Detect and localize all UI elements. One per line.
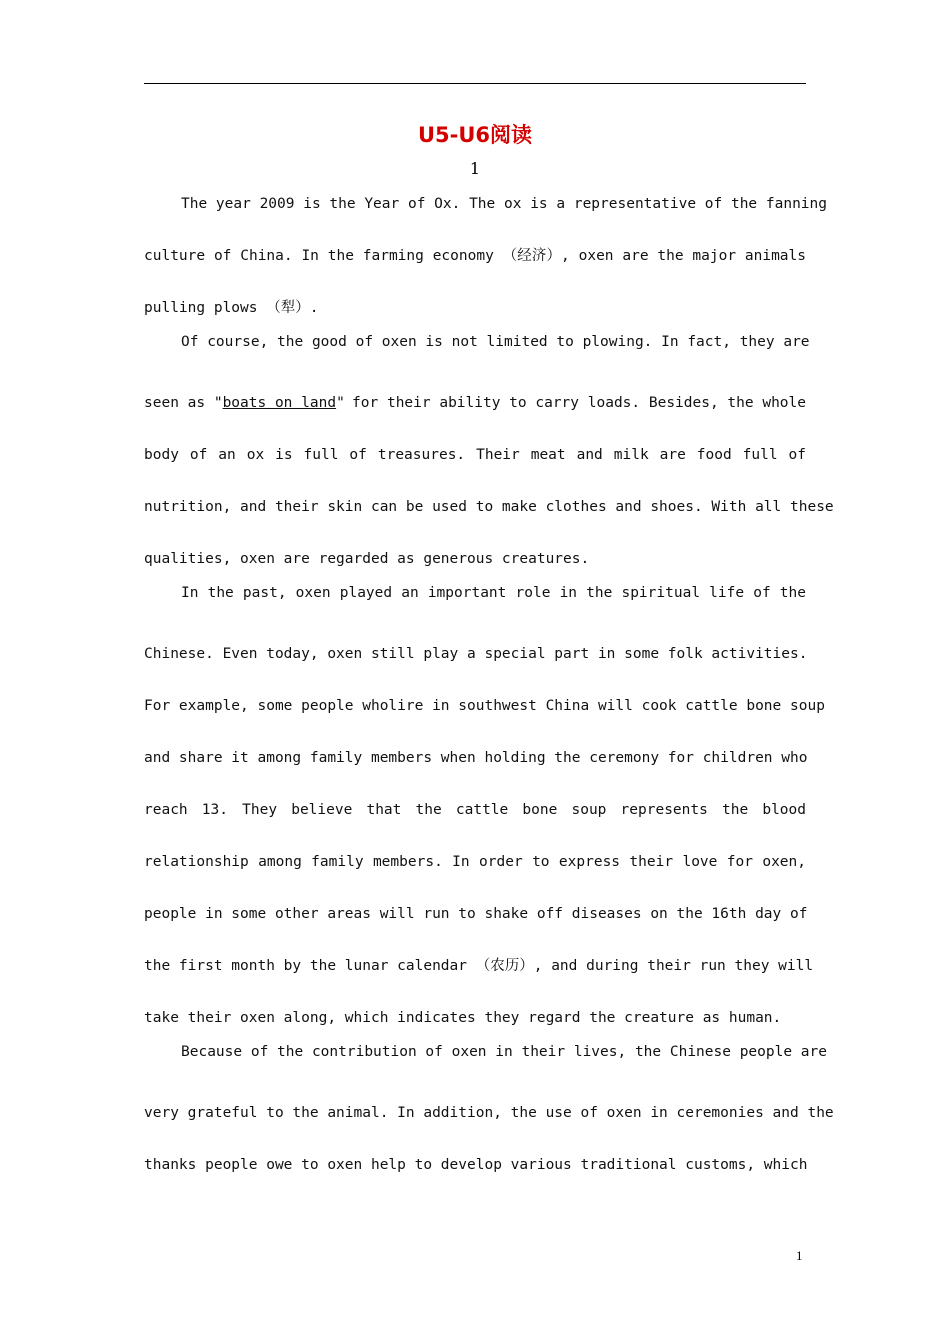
text-line: thanks people owe to oxen help to develop various traditional customs, which	[144, 1157, 808, 1173]
text-line: relationship among family members. In order to express their love for oxen,	[144, 854, 806, 870]
text-line: reach 13. They believe that the cattle bone soup represents the blood	[144, 802, 806, 818]
text-line: the first month by the lunar calendar （农历）, and during their run they will	[144, 958, 814, 974]
text-line: people in some other areas will run to shake off diseases on the 16th day of	[144, 906, 808, 922]
text-line: culture of China. In the farming economy （经济）, oxen are the major animals	[144, 248, 806, 264]
text-line: Because of the contribution of oxen in their lives, the Chinese people are	[181, 1044, 828, 1060]
text-line: nutrition, and their skin can be used to make clothes and shoes. With all these	[144, 499, 834, 515]
text-line: take their oxen along, which indicates they regard the creature as human.	[144, 1010, 782, 1026]
text-line: The year 2009 is the Year of Ox. The ox is a representative of the fanning	[181, 196, 828, 212]
text-line: body of an ox is full of treasures. Their meat and milk are food full of	[144, 447, 806, 463]
text-line: qualities, oxen are regarded as generous creatures.	[144, 551, 590, 567]
text-line: Of course, the good of oxen is not limited to plowing. In fact, they are	[181, 334, 810, 350]
text-line: very grateful to the animal. In addition, the use of oxen in ceremonies and the	[144, 1105, 834, 1121]
text-line: In the past, oxen played an important role in the spiritual life of the	[181, 585, 806, 601]
header-rule	[144, 83, 806, 84]
line-rest: for their ability to carry loads. Besides, the whole	[352, 395, 806, 411]
underlined-phrase: boats on land	[222, 395, 337, 411]
page-number: 1	[796, 1248, 803, 1263]
text-line-with-underline	[144, 391, 806, 415]
text-line: pulling plows （犁）.	[144, 300, 319, 316]
text-line: For example, some people wholire in southwest China will cook cattle bone soup	[144, 698, 825, 714]
text-line: and share it among family members when holding the ceremony for children who	[144, 750, 808, 766]
page-title: U5-U6阅读	[417, 123, 533, 147]
section-number: 1	[469, 159, 481, 178]
line-prefix: seen as "boats on land"	[144, 395, 345, 411]
text-line: Chinese. Even today, oxen still play a special part in some folk activities.	[144, 646, 808, 662]
